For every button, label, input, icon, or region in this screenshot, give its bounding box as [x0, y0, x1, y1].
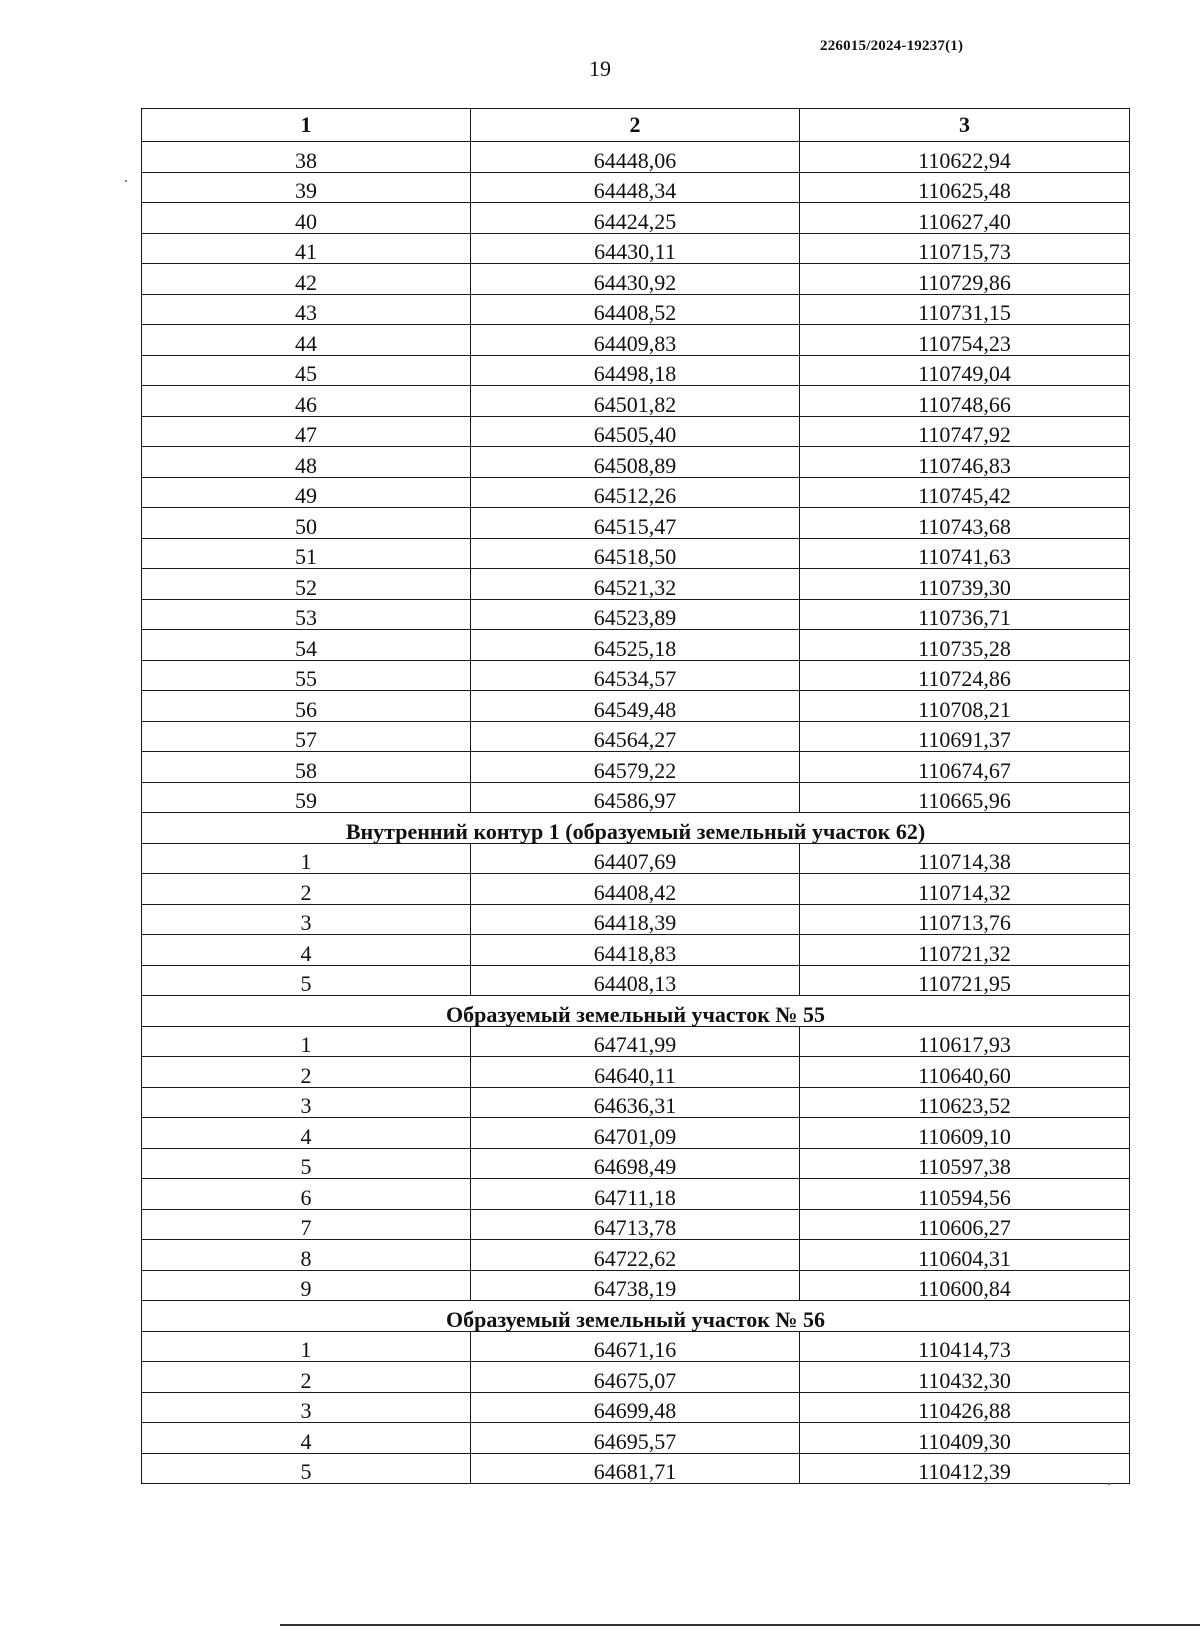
point-number-cell: 2	[142, 874, 471, 905]
x-coordinate-cell: 64521,32	[471, 569, 800, 600]
table-row	[142, 1026, 1130, 1057]
table-row	[142, 142, 1130, 173]
y-coordinate-cell: 110640,60	[800, 1057, 1130, 1088]
point-number-cell: 43	[142, 294, 471, 325]
y-coordinate-cell: 110735,28	[800, 630, 1130, 661]
table-row	[142, 782, 1130, 813]
table-row	[142, 172, 1130, 203]
x-coordinate-cell: 64713,78	[471, 1209, 800, 1240]
point-number-cell: 44	[142, 325, 471, 356]
table-row	[142, 416, 1130, 447]
point-number-cell: 58	[142, 752, 471, 783]
table-row	[142, 1270, 1130, 1301]
y-coordinate-cell: 110426,88	[800, 1392, 1130, 1423]
y-coordinate-cell: 110721,32	[800, 935, 1130, 966]
point-number-cell: 5	[142, 1453, 471, 1484]
table-row	[142, 1392, 1130, 1423]
y-coordinate-cell: 110412,39	[800, 1453, 1130, 1484]
y-coordinate-cell: 110625,48	[800, 172, 1130, 203]
y-coordinate-cell: 110724,86	[800, 660, 1130, 691]
section-heading-row	[142, 813, 1130, 844]
y-coordinate-cell: 110606,27	[800, 1209, 1130, 1240]
table-row	[142, 904, 1130, 935]
table-row	[142, 538, 1130, 569]
table-row	[142, 1057, 1130, 1088]
x-coordinate-cell: 64579,22	[471, 752, 800, 783]
x-coordinate-cell: 64722,62	[471, 1240, 800, 1271]
y-coordinate-cell: 110754,23	[800, 325, 1130, 356]
table-row	[142, 660, 1130, 691]
x-coordinate-cell: 64738,19	[471, 1270, 800, 1301]
y-coordinate-cell: 110748,66	[800, 386, 1130, 417]
x-coordinate-cell: 64508,89	[471, 447, 800, 478]
x-coordinate-cell: 64698,49	[471, 1148, 800, 1179]
x-coordinate-cell: 64695,57	[471, 1423, 800, 1454]
point-number-cell: 57	[142, 721, 471, 752]
table-row	[142, 203, 1130, 234]
x-coordinate-cell: 64534,57	[471, 660, 800, 691]
point-number-cell: 41	[142, 233, 471, 264]
page-number: 19	[589, 56, 611, 81]
point-number-cell: 9	[142, 1270, 471, 1301]
x-coordinate-cell: 64408,13	[471, 965, 800, 996]
table-row	[142, 1453, 1130, 1484]
y-coordinate-cell: 110715,73	[800, 233, 1130, 264]
x-coordinate-cell: 64515,47	[471, 508, 800, 539]
y-coordinate-cell: 110743,68	[800, 508, 1130, 539]
y-coordinate-cell: 110627,40	[800, 203, 1130, 234]
x-coordinate-cell: 64523,89	[471, 599, 800, 630]
table-row	[142, 1362, 1130, 1393]
x-coordinate-cell: 64408,52	[471, 294, 800, 325]
x-coordinate-cell: 64675,07	[471, 1362, 800, 1393]
x-coordinate-cell: 64701,09	[471, 1118, 800, 1149]
y-coordinate-cell: 110604,31	[800, 1240, 1130, 1271]
table-row	[142, 1087, 1130, 1118]
y-coordinate-cell: 110749,04	[800, 355, 1130, 386]
y-coordinate-cell: 110729,86	[800, 264, 1130, 295]
point-number-cell: 49	[142, 477, 471, 508]
x-coordinate-cell: 64699,48	[471, 1392, 800, 1423]
table-row	[142, 569, 1130, 600]
x-coordinate-cell: 64636,31	[471, 1087, 800, 1118]
point-number-cell: 52	[142, 569, 471, 600]
y-coordinate-cell: 110714,38	[800, 843, 1130, 874]
x-coordinate-cell: 64640,11	[471, 1057, 800, 1088]
x-coordinate-cell: 64448,34	[471, 172, 800, 203]
table-row	[142, 386, 1130, 417]
y-coordinate-cell: 110597,38	[800, 1148, 1130, 1179]
y-coordinate-cell: 110731,15	[800, 294, 1130, 325]
table-row	[142, 264, 1130, 295]
table-row	[142, 1118, 1130, 1149]
scan-speck	[125, 180, 127, 182]
table-row	[142, 1179, 1130, 1210]
point-number-cell: 1	[142, 1026, 471, 1057]
point-number-cell: 2	[142, 1057, 471, 1088]
point-number-cell: 53	[142, 599, 471, 630]
x-coordinate-cell: 64505,40	[471, 416, 800, 447]
x-coordinate-cell: 64407,69	[471, 843, 800, 874]
coordinates-table-body	[142, 109, 1130, 1484]
table-row	[142, 874, 1130, 905]
section-heading-row	[142, 1301, 1130, 1332]
y-coordinate-cell: 110622,94	[800, 142, 1130, 173]
y-coordinate-cell: 110714,32	[800, 874, 1130, 905]
table-header-row	[142, 109, 1130, 142]
table-row	[142, 752, 1130, 783]
x-coordinate-cell: 64408,42	[471, 874, 800, 905]
table-row	[142, 630, 1130, 661]
point-number-cell: 45	[142, 355, 471, 386]
point-number-cell: 8	[142, 1240, 471, 1271]
point-number-cell: 7	[142, 1209, 471, 1240]
y-coordinate-cell: 110674,67	[800, 752, 1130, 783]
point-number-cell: 3	[142, 1087, 471, 1118]
y-coordinate-cell: 110736,71	[800, 599, 1130, 630]
point-number-cell: 39	[142, 172, 471, 203]
table-row	[142, 355, 1130, 386]
x-coordinate-cell: 64549,48	[471, 691, 800, 722]
x-coordinate-cell: 64418,83	[471, 935, 800, 966]
point-number-cell: 59	[142, 782, 471, 813]
section-heading: Внутренний контур 1 (образуемый земельный участок 62)	[142, 813, 1130, 844]
point-number-cell: 50	[142, 508, 471, 539]
y-coordinate-cell: 110665,96	[800, 782, 1130, 813]
table-row	[142, 1240, 1130, 1271]
scan-speck	[1108, 1483, 1110, 1485]
y-coordinate-cell: 110741,63	[800, 538, 1130, 569]
y-coordinate-cell: 110713,76	[800, 904, 1130, 935]
point-number-cell: 51	[142, 538, 471, 569]
column-header-y: 3	[800, 109, 1130, 142]
table-row	[142, 447, 1130, 478]
point-number-cell: 40	[142, 203, 471, 234]
point-number-cell: 4	[142, 1423, 471, 1454]
x-coordinate-cell: 64741,99	[471, 1026, 800, 1057]
point-number-cell: 5	[142, 965, 471, 996]
table-row	[142, 233, 1130, 264]
column-header-x: 2	[471, 109, 800, 142]
y-coordinate-cell: 110594,56	[800, 1179, 1130, 1210]
section-heading: Образуемый земельный участок № 56	[142, 1301, 1130, 1332]
x-coordinate-cell: 64430,11	[471, 233, 800, 264]
x-coordinate-cell: 64711,18	[471, 1179, 800, 1210]
point-number-cell: 47	[142, 416, 471, 447]
y-coordinate-cell: 110745,42	[800, 477, 1130, 508]
point-number-cell: 1	[142, 843, 471, 874]
section-heading: Образуемый земельный участок № 55	[142, 996, 1130, 1027]
point-number-cell: 3	[142, 1392, 471, 1423]
section-heading-row	[142, 996, 1130, 1027]
y-coordinate-cell: 110617,93	[800, 1026, 1130, 1057]
point-number-cell: 56	[142, 691, 471, 722]
y-coordinate-cell: 110747,92	[800, 416, 1130, 447]
bottom-scan-edge	[280, 1624, 1200, 1626]
table-row	[142, 477, 1130, 508]
coordinates-table	[141, 108, 1130, 1484]
x-coordinate-cell: 64525,18	[471, 630, 800, 661]
x-coordinate-cell: 64671,16	[471, 1331, 800, 1362]
x-coordinate-cell: 64448,06	[471, 142, 800, 173]
y-coordinate-cell: 110600,84	[800, 1270, 1130, 1301]
table-row	[142, 1148, 1130, 1179]
document-registration-number: 226015/2024-19237(1)	[820, 38, 964, 54]
x-coordinate-cell: 64586,97	[471, 782, 800, 813]
y-coordinate-cell: 110432,30	[800, 1362, 1130, 1393]
point-number-cell: 54	[142, 630, 471, 661]
table-row	[142, 843, 1130, 874]
x-coordinate-cell: 64409,83	[471, 325, 800, 356]
point-number-cell: 4	[142, 935, 471, 966]
table-row	[142, 965, 1130, 996]
y-coordinate-cell: 110746,83	[800, 447, 1130, 478]
x-coordinate-cell: 64681,71	[471, 1453, 800, 1484]
table-row	[142, 691, 1130, 722]
x-coordinate-cell: 64501,82	[471, 386, 800, 417]
column-header-point: 1	[142, 109, 471, 142]
point-number-cell: 1	[142, 1331, 471, 1362]
point-number-cell: 55	[142, 660, 471, 691]
table-row	[142, 1209, 1130, 1240]
y-coordinate-cell: 110739,30	[800, 569, 1130, 600]
x-coordinate-cell: 64564,27	[471, 721, 800, 752]
y-coordinate-cell: 110414,73	[800, 1331, 1130, 1362]
table-row	[142, 935, 1130, 966]
x-coordinate-cell: 64424,25	[471, 203, 800, 234]
point-number-cell: 6	[142, 1179, 471, 1210]
point-number-cell: 38	[142, 142, 471, 173]
x-coordinate-cell: 64418,39	[471, 904, 800, 935]
x-coordinate-cell: 64512,26	[471, 477, 800, 508]
y-coordinate-cell: 110409,30	[800, 1423, 1130, 1454]
x-coordinate-cell: 64518,50	[471, 538, 800, 569]
y-coordinate-cell: 110708,21	[800, 691, 1130, 722]
table-row	[142, 508, 1130, 539]
x-coordinate-cell: 64430,92	[471, 264, 800, 295]
point-number-cell: 4	[142, 1118, 471, 1149]
table-row	[142, 599, 1130, 630]
y-coordinate-cell: 110721,95	[800, 965, 1130, 996]
table-row	[142, 1423, 1130, 1454]
table-row	[142, 325, 1130, 356]
y-coordinate-cell: 110623,52	[800, 1087, 1130, 1118]
point-number-cell: 2	[142, 1362, 471, 1393]
point-number-cell: 46	[142, 386, 471, 417]
table-row	[142, 1331, 1130, 1362]
point-number-cell: 3	[142, 904, 471, 935]
point-number-cell: 48	[142, 447, 471, 478]
y-coordinate-cell: 110691,37	[800, 721, 1130, 752]
y-coordinate-cell: 110609,10	[800, 1118, 1130, 1149]
point-number-cell: 42	[142, 264, 471, 295]
x-coordinate-cell: 64498,18	[471, 355, 800, 386]
point-number-cell: 5	[142, 1148, 471, 1179]
table-row	[142, 721, 1130, 752]
table-row	[142, 294, 1130, 325]
